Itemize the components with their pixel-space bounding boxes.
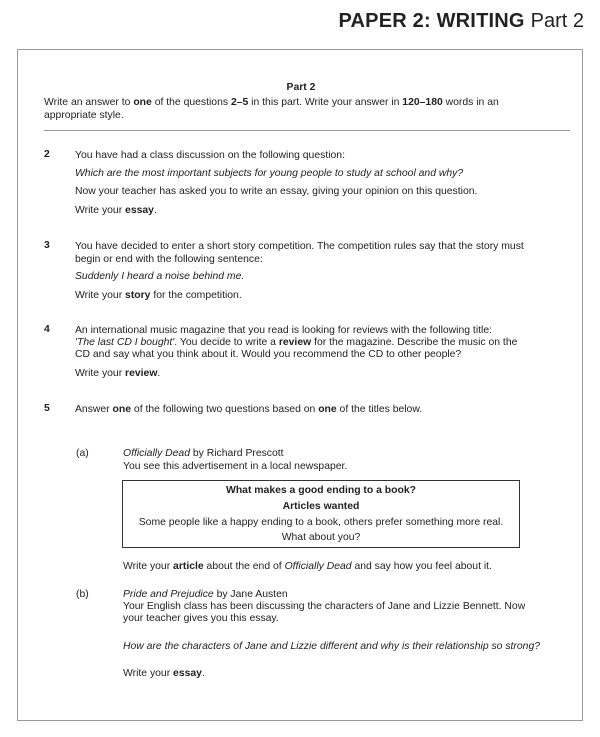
q4-instruction: Write your review. — [75, 368, 161, 379]
q5a-title-line: Officially Dead by Richard Prescott — [123, 448, 284, 459]
q2-line-3: Now your teacher has asked you to write an essay, giving your opinion on this question. — [75, 186, 478, 197]
q5a-label: (a) — [76, 448, 89, 459]
part-heading: Part 2 — [286, 82, 316, 93]
intro-line-2: appropriate style. — [44, 110, 124, 121]
ad-question: What about you? — [281, 532, 361, 543]
q2-question: Which are the most important subjects for young people to study at school and why? — [75, 168, 464, 179]
q3-instruction: Write your story for the competition. — [75, 290, 242, 301]
intro-line-1: Write an answer to one of the questions 2–5 in this part. Write your answer in 120–180 words in an — [44, 97, 499, 108]
q5b-label: (b) — [76, 589, 89, 600]
ad-subheadline: Articles wanted — [282, 501, 360, 512]
q4-line-2: 'The last CD I bought'. You decide to write a review for the magazine. Describe the music on the — [75, 337, 518, 348]
ad-text: Some people like a happy ending to a book, others prefer something more real. — [138, 517, 504, 528]
divider — [44, 130, 570, 131]
ad-headline: What makes a good ending to a book? — [226, 485, 416, 496]
q5b-question: How are the characters of Jane and Lizzie different and why is their relationship so strong? — [123, 641, 541, 652]
question-2-number: 2 — [44, 149, 50, 160]
q5b-line-3: your teacher gives you this essay. — [123, 613, 279, 624]
q3-line-1: You have decided to enter a short story competition. The competition rules say that the story must — [75, 241, 524, 252]
q2-instruction: Write your essay. — [75, 205, 157, 216]
q3-sentence: Suddenly I heard a noise behind me. — [75, 271, 245, 282]
q5-line: Answer one of the following two questions based on one of the titles below. — [75, 404, 423, 415]
question-4-number: 4 — [44, 324, 50, 335]
q5b-line-2: Your English class has been discussing the characters of Jane and Lizzie Bennett. Now — [123, 601, 526, 612]
question-3-number: 3 — [44, 240, 50, 251]
question-frame — [17, 49, 583, 721]
page-header — [338, 10, 584, 33]
advertisement-box — [122, 480, 520, 548]
header-title: PAPER 2: WRITING — [338, 10, 525, 32]
q2-line-1: You have had a class discussion on the following question: — [75, 150, 345, 161]
q5a-instruction: Write your article about the end of Officially Dead and say how you feel about it. — [123, 561, 492, 572]
q4-line-3: CD and say what you think about it. Would you recommend the CD to other people? — [75, 349, 462, 360]
header-part: Part 2 — [530, 10, 584, 32]
q3-line-2: begin or end with the following sentence: — [75, 254, 263, 265]
q5b-instruction: Write your essay. — [123, 668, 205, 679]
question-5-number: 5 — [44, 403, 50, 414]
q4-line-1: An international music magazine that you read is looking for reviews with the following title: — [75, 325, 492, 336]
q5b-title-line: Pride and Prejudice by Jane Austen — [123, 589, 288, 600]
q5a-line-2: You see this advertisement in a local newspaper. — [123, 461, 348, 472]
